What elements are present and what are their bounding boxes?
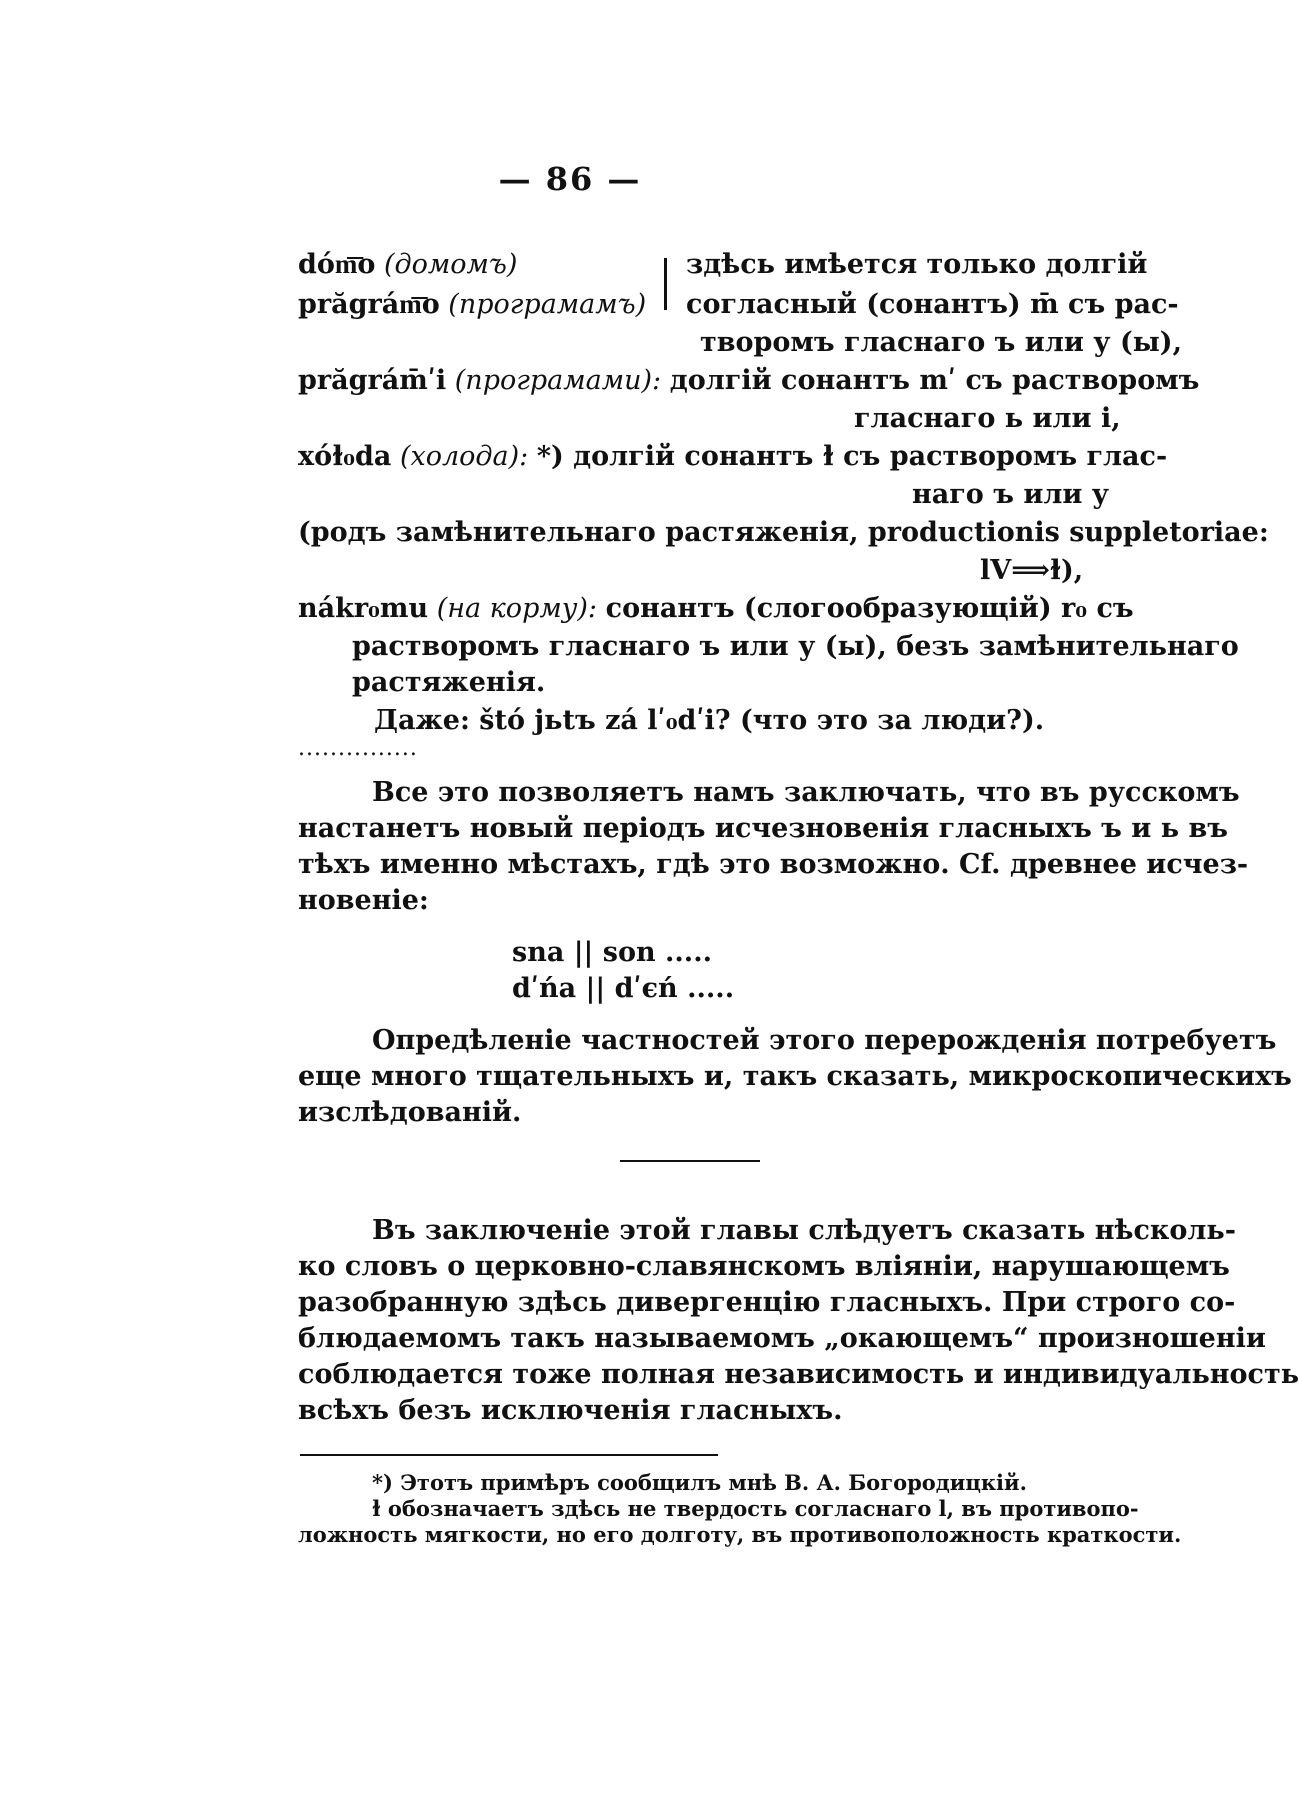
example-text: долгій сонантъ mʹ съ растворомъ xyxy=(669,365,1200,396)
paragraph-3-line-1: Въ заключеніе этой главы слѣдуетъ сказать нѣсколь- xyxy=(372,1215,1236,1246)
paragraph-2-line-3: изслѣдованій. xyxy=(298,1097,522,1128)
example-pair-2: dʹńa || dʹєń ..... xyxy=(512,973,735,1004)
example-line-5: гласнаго ь или і, xyxy=(854,403,1121,434)
example-line-12: растяженія. xyxy=(352,667,546,698)
footnote-line-1: *) Этотъ примѣръ сообщилъ мнѣ В. А. Богородицкій. xyxy=(372,1470,1027,1495)
example-word: xóɫ₀da xyxy=(298,441,392,472)
example-gloss: (домомъ) xyxy=(383,249,518,280)
bracket-text-line-1: здѣсь имѣется только долгій xyxy=(686,249,1148,280)
page-number: — 86 — xyxy=(498,160,642,198)
footnote-divider xyxy=(300,1454,718,1456)
paragraph-2-line-2: еще много тщательныхъ и, такъ сказать, микроскопическихъ xyxy=(298,1061,1292,1092)
ellipsis-dots: ............... xyxy=(298,736,418,761)
example-pair-1: sna || son ..... xyxy=(512,937,713,968)
paragraph-3-line-6: всѣхъ безъ исключенія гласныхъ. xyxy=(298,1395,843,1426)
paragraph-1-line-2: настанетъ новый періодъ исчезновенія гласныхъ ъ и ь въ xyxy=(298,813,1228,844)
example-line-2 xyxy=(298,288,646,322)
paragraph-1-line-1: Все это позволяетъ намъ заключать, что въ русскомъ xyxy=(372,777,1240,808)
example-line-13: Даже: štó jьtъ zá lʹ₀dʹi? (что это за люди?). xyxy=(374,705,1045,736)
paragraph-1-line-4: новеніе: xyxy=(298,885,429,916)
bracket-text-line-2: согласный (сонантъ) m̄ съ рас- xyxy=(686,289,1179,320)
paragraph-3-line-2: ко словъ о церковно-славянскомъ вліяніи, нарушающемъ xyxy=(298,1251,1230,1282)
paragraph-1-line-3: тѣхъ именно мѣстахъ, гдѣ это возможно. Cf. древнее исчез- xyxy=(298,849,1249,880)
example-line-9: lV⟹ɫ), xyxy=(980,555,1084,586)
example-gloss: (холода): xyxy=(399,441,529,472)
paragraph-3-line-4: блюдаемомъ такъ называемомъ „окающемъ“ произношеніи xyxy=(298,1323,1266,1354)
paragraph-3-line-5: соблюдается тоже полная независимость и индивидуальность xyxy=(298,1359,1299,1390)
example-line-4 xyxy=(298,364,1199,398)
bracket-text-line-3: творомъ гласнаго ъ или у (ы), xyxy=(700,327,1182,358)
example-word: prăgrám͞o xyxy=(298,289,440,320)
example-gloss: (програмами): xyxy=(454,365,662,396)
example-gloss: (на корму): xyxy=(436,593,598,624)
example-line-11: растворомъ гласнаго ъ или у (ы), безъ замѣнительнаго xyxy=(352,631,1239,662)
example-line-6 xyxy=(298,440,1167,474)
example-line-7: наго ъ или у xyxy=(912,479,1110,510)
footnote-line-2: ɫ обозначаетъ здѣсь не твердость согласнаго l, въ противопо- xyxy=(372,1496,1139,1521)
paragraph-3-line-3: разобранную здѣсь дивергенцію гласныхъ. При строго со- xyxy=(298,1287,1236,1318)
example-word: prăgrám̄ʹi xyxy=(298,365,447,396)
example-line-1 xyxy=(298,248,517,282)
example-word: nákr₀mu xyxy=(298,593,429,624)
example-text: сонантъ (слогообразующій) r₀ съ xyxy=(605,593,1134,624)
example-gloss: (програмамъ) xyxy=(448,289,647,320)
footnote-line-3: ложность мягкости, но его долготу, въ противоположность краткости. xyxy=(298,1522,1182,1547)
paragraph-2-line-1: Опредѣленіе частностей этого перерожденія потребуетъ xyxy=(372,1025,1277,1056)
brace-bracket xyxy=(664,258,667,310)
example-line-10 xyxy=(298,592,1134,626)
example-text: *) долгій сонантъ ɫ съ растворомъ глас- xyxy=(536,441,1168,472)
example-line-8: (родъ замѣнительнаго растяженія, productionis suppletoriae: xyxy=(298,517,1269,548)
section-divider xyxy=(620,1160,760,1162)
example-word: dóm͞o xyxy=(298,249,376,280)
